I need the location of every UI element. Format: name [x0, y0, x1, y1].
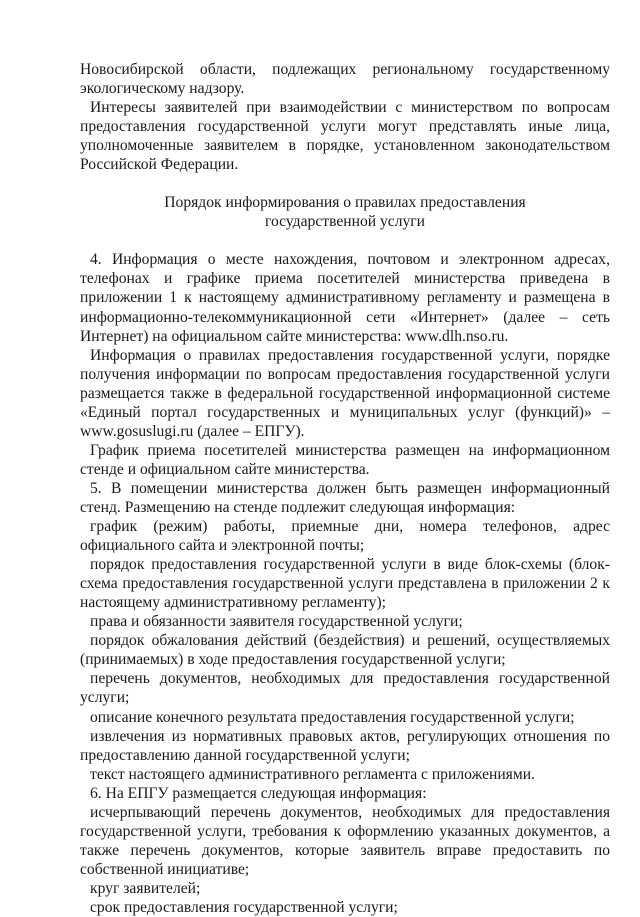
list-item: порядок обжалования действий (бездействия) и решений, осуществляемых (принимаемых) в ходе предоставления государственной услуги; [80, 632, 610, 669]
list-item: исчерпывающий перечень документов, необходимых для предоставления государственной услуги, требования к оформлению указанных документов, а также перечень документов, которые заявитель вправе предоставить по собственной инициативе; [80, 803, 610, 878]
list-item: порядок предоставления государственной услуги в виде блок-схемы (блок-схема предоставления государственной услуги представлена в приложении 2 к настоящему административному регламенту); [80, 556, 610, 612]
paragraph: График приема посетителей министерства размещен на информационном стенде и официальном сайте министерства. [80, 441, 610, 478]
paragraph: Интересы заявителей при взаимодействии с министерством по вопросам предоставления государственной услуги могут представлять иные лица, уполномоченные заявителем в порядке, установленном законодательством Российской Федерации. [80, 99, 610, 174]
list-item: срок предоставления государственной услуги; [90, 898, 398, 916]
list-item: описание конечного результата предоставления государственной услуги; [90, 708, 575, 726]
section-heading-line-1: Порядок информирования о правилах предоставления [164, 194, 526, 212]
paragraph: Информация о правилах предоставления государственной услуги, порядке получения информации по вопросам предоставления государственной услуги размещается также в федеральной государственной информационной системе «Единый портал государственных и муниципальных услуг (функций)» – www.gosuslugi.ru (далее – ЕПГУ). [80, 346, 610, 440]
paragraph: 5. В помещении министерства должен быть размещен информационный стенд. Размещению на стенде подлежит следующая информация: [80, 479, 610, 516]
list-item: график (режим) работы, приемные дни, номера телефонов, адрес официального сайта и электронной почты; [80, 518, 610, 555]
document-page [80, 60, 610, 917]
spacer [80, 174, 610, 193]
paragraph: Новосибирской области, подлежащих региональному государственному экологическому надзору. [80, 61, 610, 98]
list-item: перечень документов, необходимых для предоставления государственной услуги; [80, 670, 610, 707]
paragraph: 4. Информация о месте нахождения, почтовом и электронном адресах, телефонах и графике приема посетителей министерства приведена в приложении 1 к настоящему административному регламенту и размещена в информационно-телекоммуникационной сети «Интернет» (далее – сеть Интернет) на официальном сайте министерства: www.dlh.nso.ru. [80, 251, 610, 345]
spacer [80, 231, 610, 250]
list-item: круг заявителей; [90, 879, 201, 897]
list-item: извлечения из нормативных правовых актов, регулирующих отношения по предоставлению данной государственной услуги; [80, 727, 610, 764]
list-item: текст настоящего административного регламента с приложениями. [90, 765, 535, 783]
list-item: права и обязанности заявителя государственной услуги; [90, 613, 463, 631]
section-heading-line-2: государственной услуги [264, 213, 426, 231]
paragraph: 6. На ЕПГУ размещается следующая информация: [90, 784, 427, 802]
